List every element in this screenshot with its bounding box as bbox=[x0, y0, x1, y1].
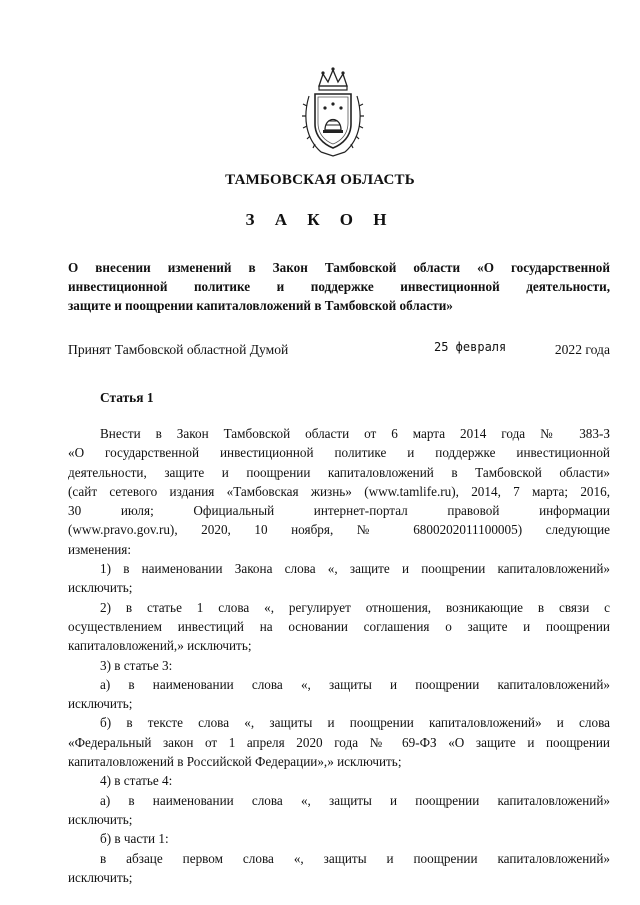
body-line: Внести в Закон Тамбовской области от 6 марта 2014 года № 383-З bbox=[100, 426, 610, 441]
body-line: «Федеральный закон от 1 апреля 2020 года № 69-ФЗ «О защите и поощрении bbox=[68, 734, 610, 750]
adopted-by: Принят Тамбовской областной Думой bbox=[68, 342, 289, 357]
adoption-year: 2022 года bbox=[554, 342, 610, 357]
body-line: изменения: bbox=[68, 541, 132, 557]
article-title: Статья 1 bbox=[100, 390, 154, 405]
body-line: а) в наименовании слова «, защиты и поощрении капиталовложений» bbox=[100, 676, 610, 692]
body-line: в абзаце первом слова «, защиты и поощрении капиталовложений» bbox=[100, 850, 610, 866]
body-line: исключить; bbox=[68, 696, 133, 712]
adoption-date: 25 февраля bbox=[434, 340, 507, 354]
coat-of-arms-icon bbox=[299, 66, 367, 158]
article-body bbox=[68, 424, 610, 887]
body-line: 1) в наименовании Закона слова «, защите и поощрении капиталовложений» bbox=[100, 561, 610, 577]
document-type: З А К О Н bbox=[245, 210, 395, 229]
body-line: 4) в статье 4: bbox=[100, 773, 173, 789]
subject-line: инвестиционной политике и поддержке инвестиционной деятельности, bbox=[68, 279, 610, 294]
body-line: (www.pravo.gov.ru), 2020, 10 ноября, № 6800202011100005) следующие bbox=[68, 522, 610, 538]
region-title: ТАМБОВСКАЯ ОБЛАСТЬ bbox=[225, 172, 415, 188]
law-subject bbox=[68, 258, 610, 315]
body-line: исключить; bbox=[68, 811, 133, 827]
body-line: б) в тексте слова «, защиты и поощрении капиталовложений» и слова bbox=[100, 715, 610, 731]
body-line: деятельности, защите и поощрении капиталовложений в Тамбовской области» bbox=[68, 464, 610, 480]
subject-line: О внесении изменений в Закон Тамбовской области «О государственной bbox=[68, 260, 610, 275]
body-line: исключить; bbox=[68, 869, 133, 885]
subject-line: защите и поощрении капиталовложений в Тамбовской области» bbox=[68, 298, 453, 313]
adoption-line bbox=[68, 340, 610, 362]
body-line: «О государственной инвестиционной политике и поддержке инвестиционной bbox=[68, 445, 610, 461]
body-line: 30 июля; Официальный интернет-портал правовой информации bbox=[68, 503, 610, 519]
body-line: (сайт сетевого издания «Тамбовская жизнь» (www.tamlife.ru), 2014, 7 марта; 2016, bbox=[68, 483, 610, 499]
body-line: б) в части 1: bbox=[100, 831, 169, 847]
body-line: капиталовложений в Российской Федерации»,» исключить; bbox=[68, 754, 402, 770]
body-line: а) в наименовании слова «, защиты и поощрении капиталовложений» bbox=[100, 792, 610, 808]
body-line: капиталовложений,» исключить; bbox=[68, 638, 252, 654]
body-line: 3) в статье 3: bbox=[100, 657, 173, 673]
body-line: исключить; bbox=[68, 580, 133, 596]
body-line: 2) в статье 1 слова «, регулирует отношения, возникающие в связи с bbox=[100, 599, 610, 615]
body-line: осуществлением инвестиций на основании соглашения о защите и поощрении bbox=[68, 618, 610, 634]
